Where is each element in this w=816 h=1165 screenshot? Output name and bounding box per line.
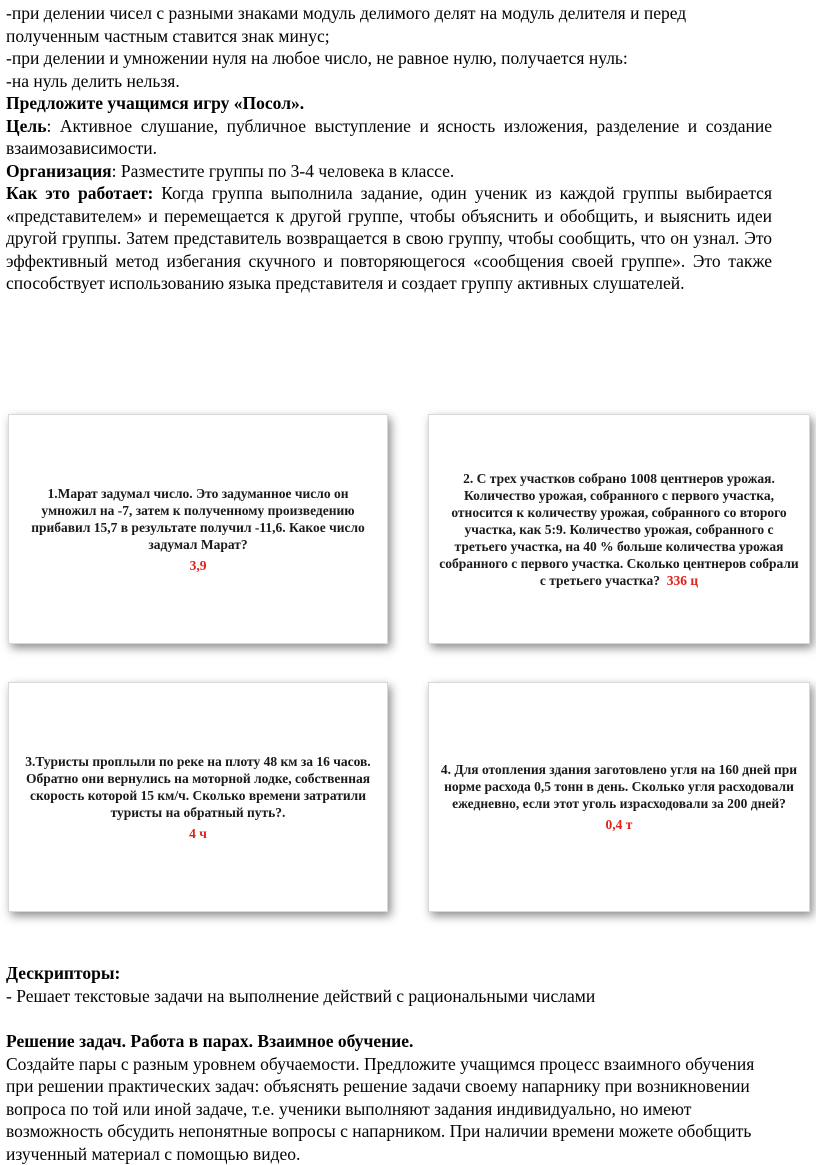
pair-work-section <box>6 1030 772 1165</box>
task-card-1 <box>8 414 388 644</box>
intro-line-3: -на нуль делить нельзя. <box>6 70 772 93</box>
goal-text: : Активное слушание, публичное выступление и ясность изложения, разделение и создание взаимозависимости. <box>6 116 772 159</box>
pair-work-text: Создайте пары с разным уровнем обучаемости. Предложите учащимся процесс взаимного обучения при решении практических задач: объяснять решение задачи своему напарнику при возникновении вопроса по той или иной задаче, т.е. ученики выполняют задания индивидуально, но имеют возможность обсудить непонятные вопросы с напарником. При наличии времени можете обобщить изученный материал с помощью видео. <box>6 1053 772 1165</box>
task-card-answer: 336 ц <box>667 573 698 588</box>
task-card-2 <box>428 414 810 644</box>
task-card-3 <box>8 682 388 912</box>
descriptors-section <box>6 962 772 1007</box>
intro-line-1: -при делении чисел с разными знаками модуль делимого делят на модуль делителя и перед полученным частным ставится знак минус; <box>6 2 772 47</box>
task-card-answer: 3,9 <box>190 558 207 574</box>
task-card-4 <box>428 682 810 912</box>
goal-paragraph <box>6 115 772 160</box>
how-it-works-text: Когда группа выполнила задание, один ученик из каждой группы выбирается «представителем» и перемещается к другой группе, чтобы объяснить и обобщить, и выяснить идеи другой группы. Затем представитель возвращается в свою группу, чтобы сообщить, что он узнал. Это эффективный метод избегания скучного и повторяющегося «сообщения своей группе». Это также способствует использованию языка представителя и создает группу активных слушателей. <box>6 183 772 293</box>
organization-paragraph <box>6 160 772 183</box>
how-it-works-paragraph <box>6 182 772 295</box>
task-card-question: 4. Для отопления здания заготовлено угля на 160 дней при норме расхода 0,5 тонн в день. Сколько угля расходовали ежедневно, если этот уголь израсходовали за 200 дней? <box>439 761 799 812</box>
pair-work-heading: Решение задач. Работа в парах. Взаимное обучение. <box>6 1030 772 1053</box>
intro-section <box>6 2 772 295</box>
how-it-works-label: Как это работает: <box>6 183 153 203</box>
intro-line-2: -при делении и умножении нуля на любое число, не равное нулю, получается нуль: <box>6 47 772 70</box>
task-card-question: 1.Марат задумал число. Это задуманное число он умножил на -7, затем к полученному произведению прибавил 15,7 в результате получил -11,6. Какое число задумал Марат? <box>19 485 377 553</box>
task-card-question: 2. С трех участков собрано 1008 центнеров урожая. Количество урожая, собранного с первого участка, относится к количеству урожая, собранного со второго участка, как 5:9. Количество урожая, собранного с третьего участка, на 40 % больше количества урожая собранного с первого участка. Сколько центнеров собрали с третьего участка? 336 ц <box>439 470 799 589</box>
task-card-answer: 0,4 т <box>606 817 633 833</box>
goal-label: Цель <box>6 116 46 136</box>
task-card-answer: 4 ч <box>189 826 207 842</box>
descriptor-item: - Решает текстовые задачи на выполнение действий с рациональными числами <box>6 985 772 1008</box>
organization-text: : Разместите группы по 3-4 человека в классе. <box>112 161 455 181</box>
descriptors-heading: Дескрипторы: <box>6 962 772 985</box>
game-heading: Предложите учащимся игру «Посол». <box>6 92 772 115</box>
task-card-question: 3.Туристы проплыли по реке на плоту 48 км за 16 часов. Обратно они вернулись на моторной лодке, собственная скорость которой 15 км/ч. Сколько времени затратили туристы на обратный путь?. <box>19 753 377 821</box>
organization-label: Организация <box>6 161 112 181</box>
